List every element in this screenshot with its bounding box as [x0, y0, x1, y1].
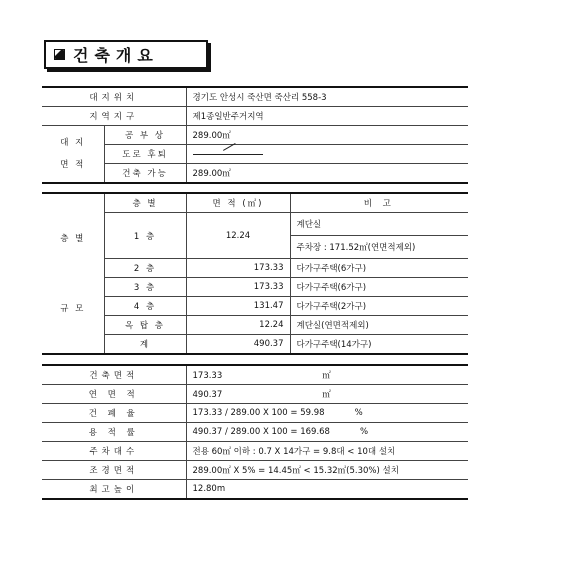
site-area-line1: 대 지	[60, 138, 86, 148]
floor-name: 4 층	[104, 297, 186, 316]
zone-label: 지역지구	[42, 107, 186, 126]
floor-total-note: 다가구주택(14가구)	[290, 335, 468, 355]
note-header: 비 고	[290, 193, 468, 213]
summary-value	[186, 385, 468, 404]
summary-label: 용 적 률	[42, 423, 186, 442]
floors-table	[42, 192, 468, 355]
floor-note: 주차장 : 171.52㎡(연면적제외)	[290, 236, 468, 259]
parking-value: 전용 60㎡ 이하 : 0.7 X 14가구 = 9.8대 < 10대 설치	[186, 442, 468, 461]
floor-area: 12.24	[186, 213, 290, 259]
floor-name: 옥 탑 층	[104, 316, 186, 335]
summary-value	[186, 423, 468, 442]
title-box	[44, 40, 208, 69]
title-marker-icon	[54, 49, 65, 60]
site-area-group	[42, 126, 104, 184]
landscape-value: 289.00㎡ X 5% = 14.45㎡ < 15.32㎡(5.30%) 설치	[186, 461, 468, 480]
floor-name: 3 층	[104, 278, 186, 297]
floor-area: 131.47	[186, 297, 290, 316]
summary-unit: %	[354, 408, 363, 418]
site-row-label: 공 부 상	[104, 126, 186, 145]
summary-value	[186, 365, 468, 385]
floor-note: 계단실	[290, 213, 468, 236]
summary-value-text: 490.37 / 289.00 X 100 = 169.68	[192, 427, 330, 437]
summary-unit: ㎡	[322, 390, 331, 400]
summary-label: 최고높이	[42, 480, 186, 500]
floor-note: 계단실(연면적제외)	[290, 316, 468, 335]
summary-label: 건 폐 율	[42, 404, 186, 423]
summary-label: 조경면적	[42, 461, 186, 480]
page-title: 건축개요	[73, 46, 159, 65]
strike-line-icon	[193, 149, 263, 159]
floor-area: 173.33	[186, 259, 290, 278]
floor-area: 12.24	[186, 316, 290, 335]
area-header: 면 적 (㎡)	[186, 193, 290, 213]
summary-table	[42, 364, 468, 500]
summary-unit: ㎡	[322, 371, 331, 381]
summary-value-text: 490.37	[192, 390, 223, 400]
zone-value: 제1종일반주거지역	[186, 107, 468, 126]
floor-name: 1 층	[104, 213, 186, 259]
floor-header: 층 별	[104, 193, 186, 213]
summary-unit: %	[359, 427, 369, 437]
site-table	[42, 86, 468, 184]
floor-note: 다가구주택(2가구)	[290, 297, 468, 316]
floor-name: 2 층	[104, 259, 186, 278]
summary-value	[186, 404, 468, 423]
floor-total-label: 계	[104, 335, 186, 355]
summary-value-text: 173.33	[192, 371, 223, 381]
floors-group-line2: 규 모	[60, 303, 86, 314]
site-row-label: 도로 후퇴	[104, 145, 186, 164]
location-label: 대지위치	[42, 87, 186, 107]
summary-label: 건축면적	[42, 365, 186, 385]
summary-label: 주차대수	[42, 442, 186, 461]
floor-note: 다가구주택(6가구)	[290, 278, 468, 297]
floor-total-area: 490.37	[186, 335, 290, 355]
floors-group-line1: 층 별	[60, 233, 86, 244]
site-row-value: 289.00㎡	[186, 164, 468, 184]
floor-area: 173.33	[186, 278, 290, 297]
summary-value-text: 173.33 / 289.00 X 100 = 59.98	[192, 408, 325, 418]
site-area-line2: 면 적	[60, 160, 86, 170]
site-row-label: 건축 가능	[104, 164, 186, 184]
floors-group	[42, 193, 104, 354]
height-value: 12.80m	[186, 480, 468, 500]
site-row-value: 289.00㎡	[186, 126, 468, 145]
floor-note: 다가구주택(6가구)	[290, 259, 468, 278]
location-value: 경기도 안성시 죽산면 죽산리 558-3	[186, 87, 468, 107]
road-setback-value	[186, 145, 468, 164]
summary-label: 연 면 적	[42, 385, 186, 404]
